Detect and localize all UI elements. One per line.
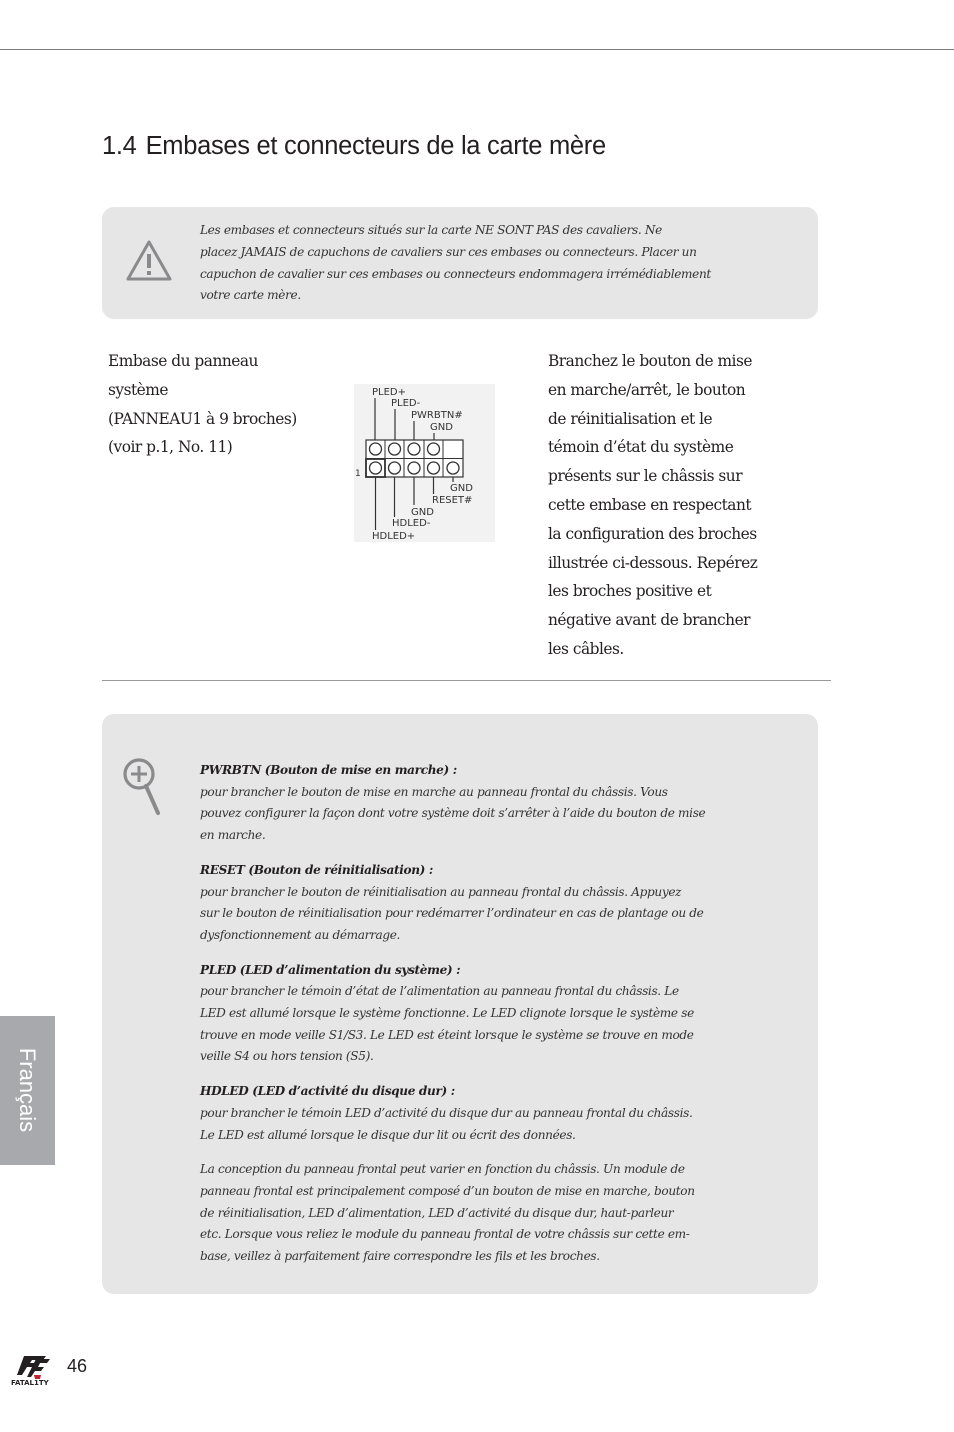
header-label-line: Embase du panneau <box>108 352 258 370</box>
note-item-line: pouvez configurer la façon dont votre système doit s’arrêter à l’aide du bouton de mise <box>200 806 706 821</box>
note-item <box>200 860 760 947</box>
note-item-line: de réinitialisation, LED d’alimentation, LED d’activité du disque dur, haut-parleur <box>200 1205 674 1220</box>
caution-line: placez JAMAIS de capuchons de cavaliers sur ces embases ou connecteurs. Placer un <box>200 244 697 259</box>
magnifier-plus-icon <box>122 754 166 818</box>
note-box <box>102 714 818 1294</box>
panel-header-pin-diagram <box>354 384 495 542</box>
pin-one-marker: 1 <box>355 469 361 479</box>
note-item <box>200 960 760 1069</box>
note-content <box>200 760 760 1281</box>
header-description <box>548 347 780 664</box>
note-item-line: pour brancher le témoin LED d’activité du disque dur au panneau frontal du châssis. <box>200 1105 693 1120</box>
description-line: présents sur le châssis sur <box>548 467 743 486</box>
header-label-line: (PANNEAU1 à 9 broches) <box>108 409 297 428</box>
description-line: témoin d’état du système <box>548 438 734 457</box>
caution-line: votre carte mère. <box>200 288 301 303</box>
description-line: Branchez le bouton de mise <box>548 352 752 370</box>
page-title <box>102 132 606 161</box>
pin-label-gnd-bottom: GND <box>450 483 473 494</box>
note-item <box>200 1081 760 1146</box>
section-divider <box>102 680 831 681</box>
language-tab-label: Français <box>15 1047 40 1133</box>
pin-label-pled-plus: PLED+ <box>372 387 406 398</box>
note-item-line: pour brancher le témoin d’état de l’alimentation au panneau frontal du châssis. Le <box>200 984 679 999</box>
header-label <box>108 347 338 462</box>
header-label-line: (voir p.1, No. 11) <box>108 438 233 457</box>
note-item <box>200 1159 760 1268</box>
header-label-line: système <box>108 380 168 399</box>
pin-label-gnd-middle: GND <box>411 507 434 518</box>
page-number: 46 <box>67 1356 88 1376</box>
description-line: illustrée ci-dessous. Repérez <box>548 553 758 572</box>
logo-wordmark: FATAL1TY <box>11 1379 49 1387</box>
note-item-line: dysfonctionnement au démarrage. <box>200 927 401 942</box>
description-line: de réinitialisation et le <box>548 409 713 428</box>
description-line: en marche/arrêt, le bouton <box>548 380 746 399</box>
note-item-line: pour brancher le bouton de réinitialisation au panneau frontal du châssis. Appuyez <box>200 884 682 899</box>
note-item-line: trouve en mode veille S1/S3. Le LED est éteint lorsque le système se trouve en mode <box>200 1027 694 1042</box>
note-item-heading: HDLED (LED d’activité du disque dur) : <box>200 1084 455 1099</box>
description-line: cette embase en respectant <box>548 495 752 514</box>
note-item-line: LED est allumé lorsque le système fonctionne. Le LED clignote lorsque le système se <box>200 1006 694 1021</box>
caution-line: Les embases et connecteurs situés sur la carte NE SONT PAS des cavaliers. Ne <box>200 223 662 237</box>
description-line: les broches positive et <box>548 582 712 601</box>
note-item-line: panneau frontal est principalement composé d’un bouton de mise en marche, bouton <box>200 1183 695 1198</box>
description-line: les câbles. <box>548 639 624 658</box>
caution-box <box>102 207 818 319</box>
warning-triangle-icon <box>126 239 172 281</box>
section-number: 1.4 <box>102 132 137 160</box>
note-item-heading: RESET (Bouton de réinitialisation) : <box>200 862 433 877</box>
note-item-heading: PWRBTN (Bouton de mise en marche) : <box>200 763 457 777</box>
note-item-line: sur le bouton de réinitialisation pour redémarrer l’ordinateur en cas de plantage ou de <box>200 906 704 921</box>
pin-label-hdled-minus: HDLED- <box>392 518 431 529</box>
pin-label-hdled-plus: HDLED+ <box>372 531 416 542</box>
note-item-line: veille S4 ou hors tension (S5). <box>200 1049 374 1064</box>
note-item-line: etc. Lorsque vous reliez le module du panneau frontal de votre châssis sur cette em- <box>200 1227 690 1242</box>
note-item-line: pour brancher le bouton de mise en marche au panneau frontal du châssis. Vous <box>200 784 668 799</box>
language-tab <box>0 1016 55 1165</box>
description-line: négative avant de brancher <box>548 611 751 630</box>
note-item-line: en marche. <box>200 828 266 843</box>
caution-text <box>200 220 760 307</box>
note-item-line: Le LED est allumé lorsque le disque dur lit ou écrit des données. <box>200 1127 576 1142</box>
note-item-line: base, veillez à parfaitement faire correspondre les fils et les broches. <box>200 1249 600 1264</box>
pin-label-pwrbtn: PWRBTN# <box>411 410 463 421</box>
pin-label-pled-minus: PLED- <box>391 398 421 409</box>
note-item-line: La conception du panneau frontal peut varier en fonction du châssis. Un module de <box>200 1162 685 1177</box>
note-item <box>200 760 760 847</box>
header-rule <box>0 49 954 50</box>
description-line: la configuration des broches <box>548 524 757 543</box>
pin-label-gnd-top: GND <box>430 422 453 433</box>
caution-line: capuchon de cavalier sur ces embases ou connecteurs endommagera irrémédiablement <box>200 266 711 281</box>
fatal1ty-logo <box>10 1353 62 1387</box>
section-title: Embases et connecteurs de la carte mère <box>145 132 606 160</box>
pin-label-reset: RESET# <box>432 495 473 506</box>
note-item-heading: PLED (LED d’alimentation du système) : <box>200 962 461 977</box>
